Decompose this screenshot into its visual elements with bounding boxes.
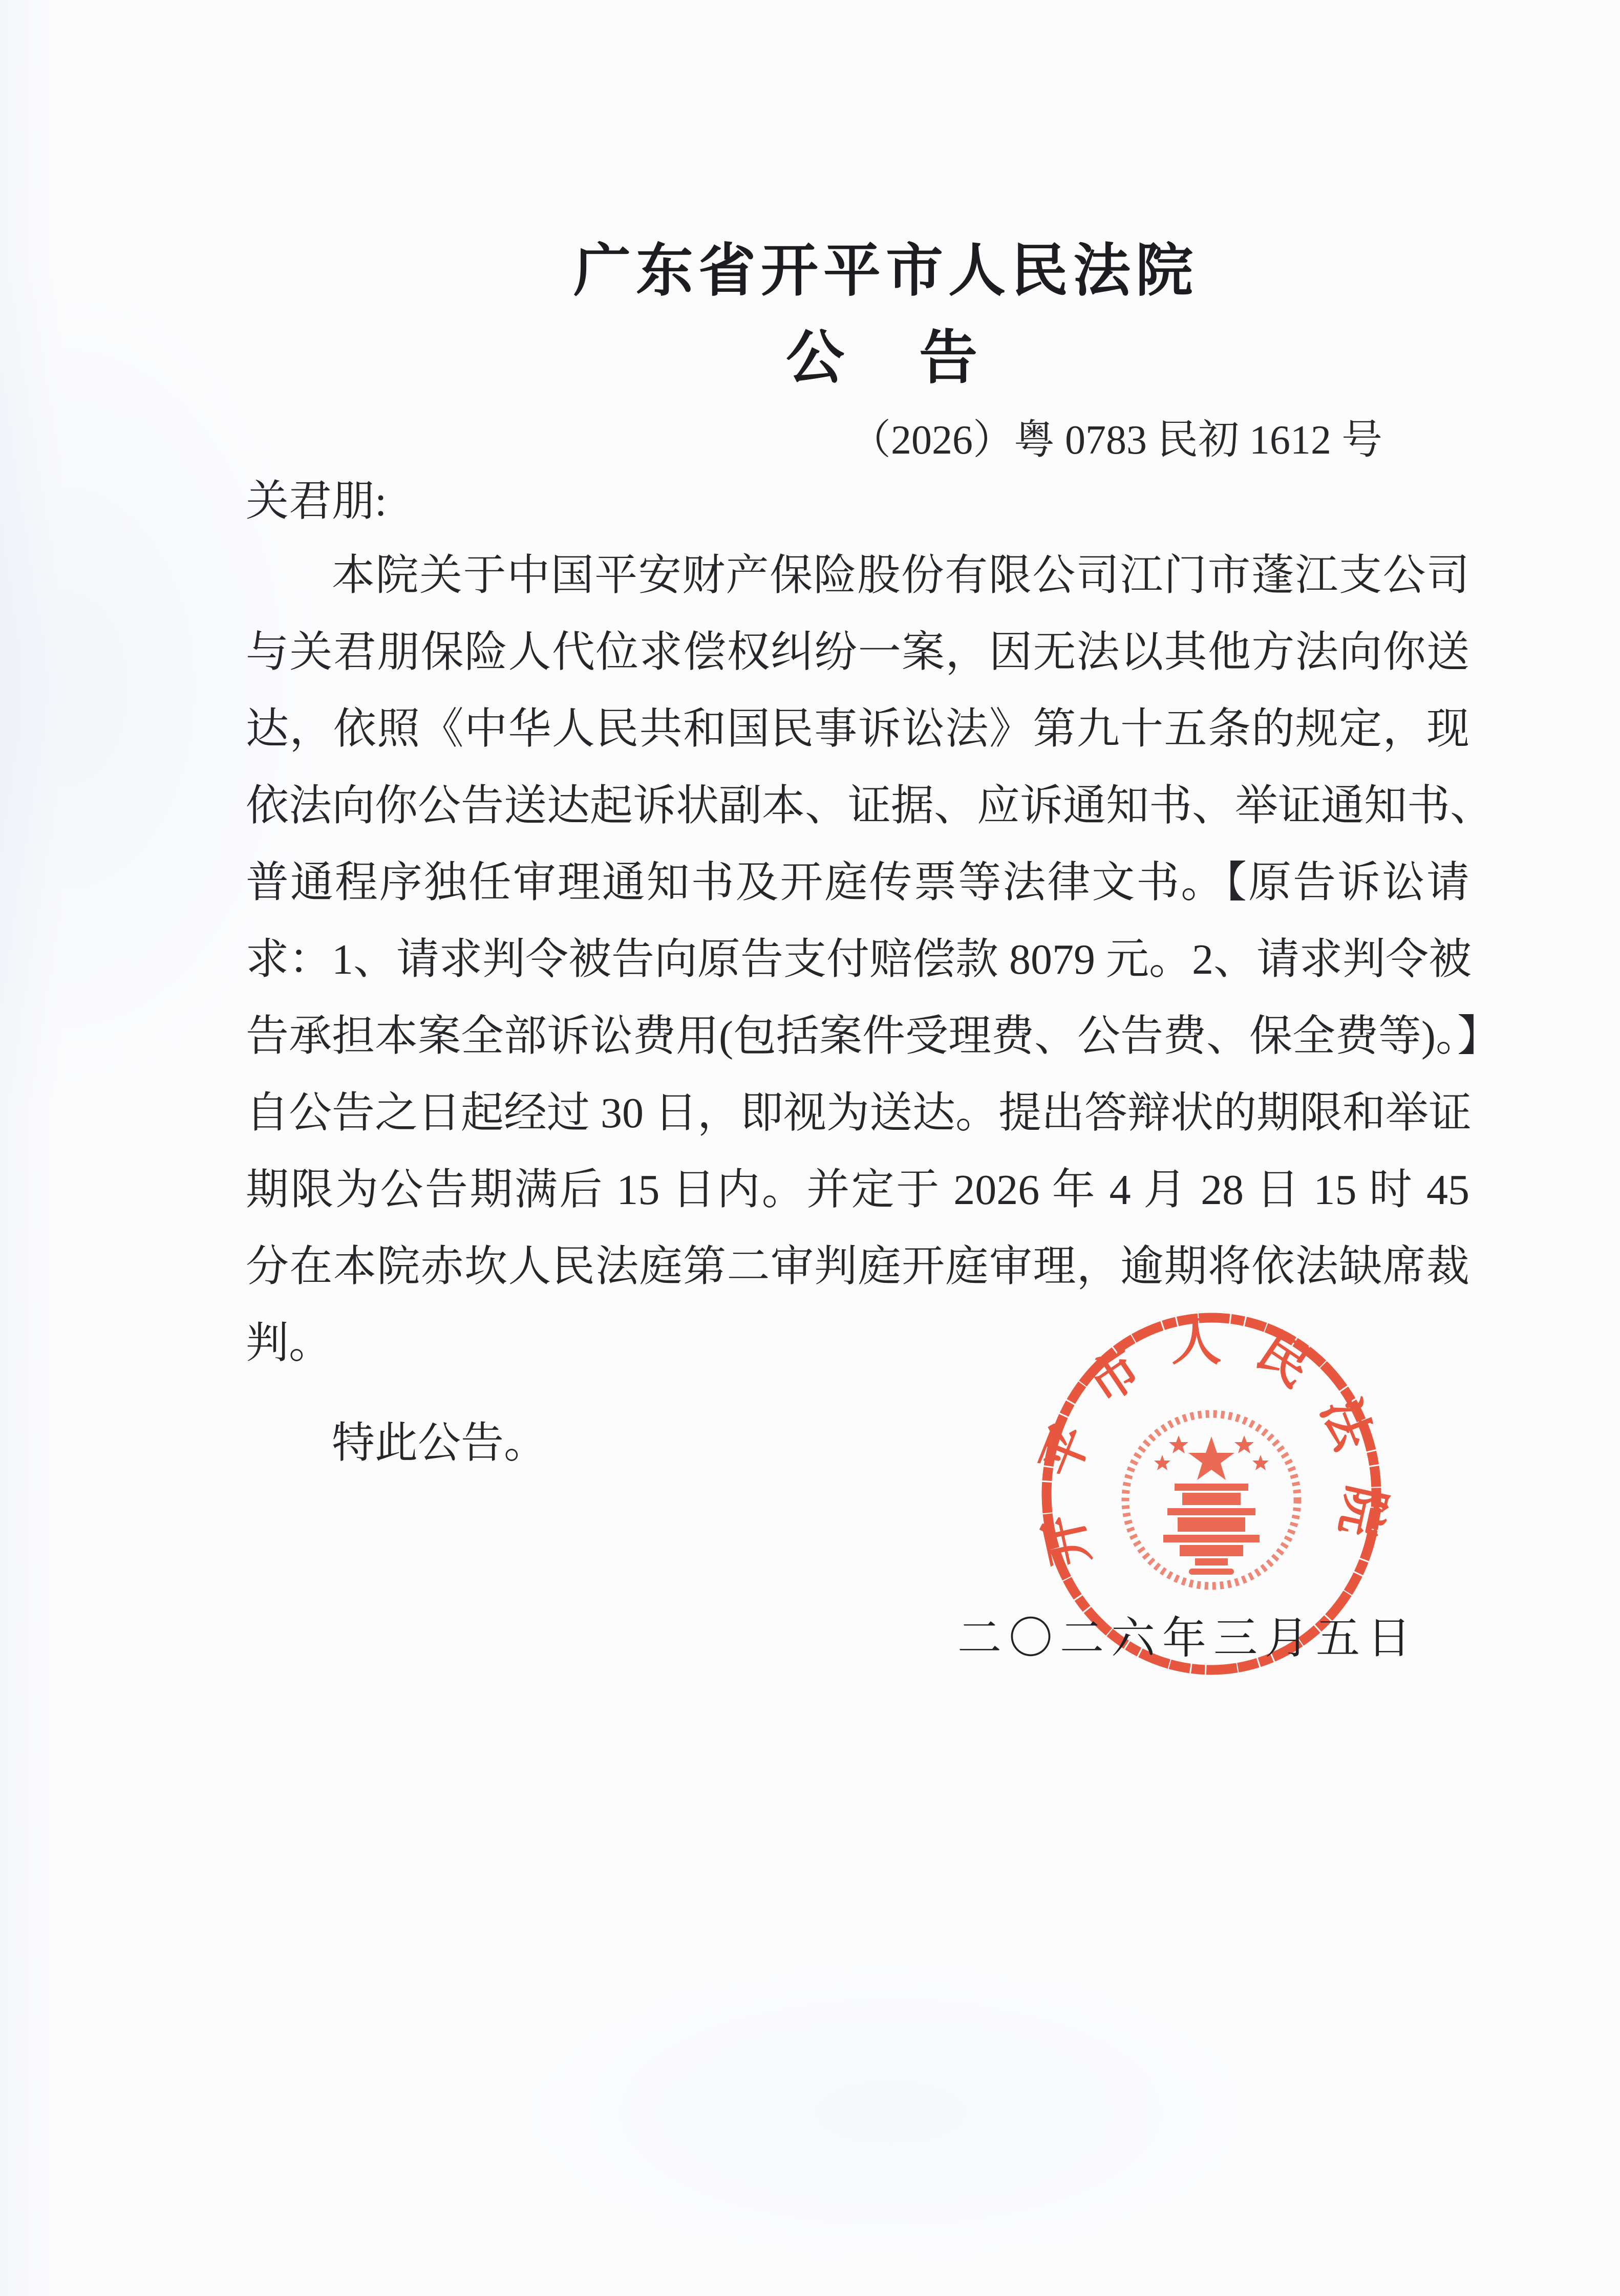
seal-text: 开平市人民法院 <box>1029 1315 1394 1571</box>
body-line: 与关君朋保险人代位求偿权纠纷一案，因无法以其他方法向你送 <box>246 629 1469 676</box>
body-line: 期限为公告期满后 15 日内。并定于 2026 年 4 月 28 日 15 时 45 <box>246 1166 1469 1214</box>
body-line: 求：1、请求判令被告向原告支付赔偿款 8079 元。2、请求判令被 <box>246 936 1472 983</box>
court-name-title: 广东省开平市人民法院 <box>573 240 1198 303</box>
body-line: 普通程序独任审理通知书及开庭传票等法律文书。【原告诉讼请 <box>246 859 1469 907</box>
case-number: （2026）粤 0783 民初 1612 号 <box>850 418 1382 463</box>
closing-line: 特此公告。 <box>332 1420 547 1467</box>
notice-body <box>246 538 1500 1382</box>
body-line: 告承担本案全部诉讼费用(包括案件受理费、公告费、保全费等)。】 <box>246 1013 1500 1060</box>
body-line: 分在本院赤坎人民法庭第二审判庭开庭审理，逾期将依法缺席裁 <box>246 1243 1469 1291</box>
title-block <box>246 241 1469 394</box>
notice-title: 公 告 <box>785 326 986 391</box>
body-line: 本院关于中国平安财产保险股份有限公司江门市蓬江支公司 <box>332 552 1469 599</box>
body-line: 自公告之日起经过 30 日，即视为送达。提出答辩状的期限和举证 <box>246 1089 1472 1137</box>
body-line: 依法向你公告送达起诉状副本、证据、应诉通知书、举证通知书、 <box>246 782 1494 830</box>
date-line: 二〇二六年三月五日 <box>957 1614 1418 1663</box>
body-line: 判。 <box>246 1320 332 1367</box>
recipient-line: 关君朋: <box>246 478 387 525</box>
body-line: 达，依照《中华人民共和国民事诉讼法》第九十五条的规定，现 <box>246 705 1469 753</box>
scan-artifact <box>0 0 61 2296</box>
national-emblem-icon <box>1125 1414 1297 1586</box>
